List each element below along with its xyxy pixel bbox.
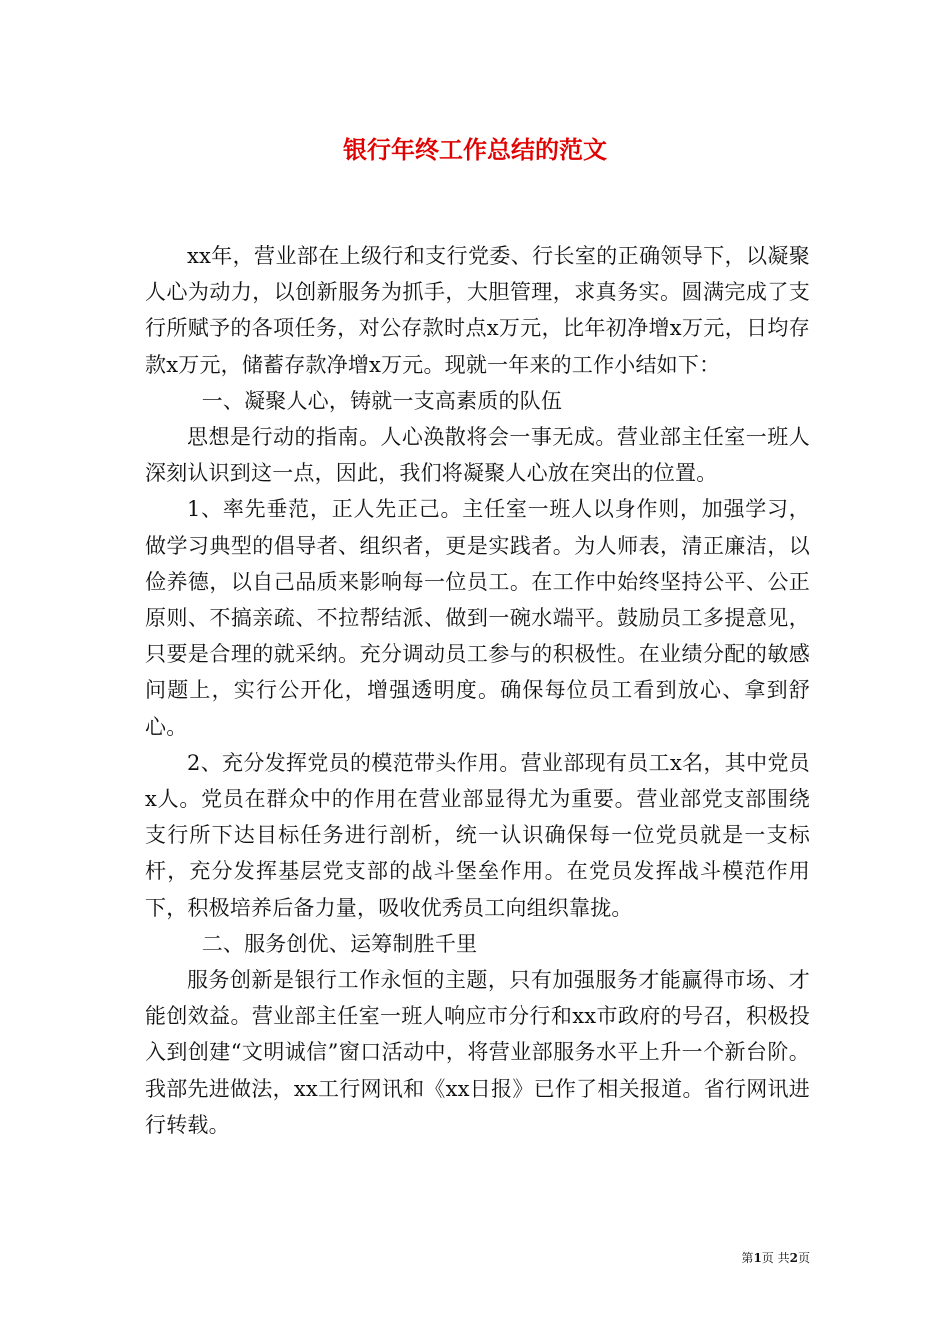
footer-current-page: 1 (753, 1251, 762, 1265)
paragraph-item-1: 1、率先垂范，正人先正己。主任室一班人以身作则，加强学习，做学习典型的倡导者、组织者，更是实践者。为人师表，清正廉洁，以俭养德，以自己品质来影响每一位员工。在工作中始终坚持公平、公正原则、不搞亲疏、不拉帮结派、做到一碗水端平。鼓励员工多提意见，只要是合理的就采纳。充分调动员工参与的积极性。在业绩分配的敏感问题上，实行公开化，增强透明度。确保每位员工看到放心、拿到舒心。 (145, 497, 810, 739)
footer-prefix: 第 (741, 1251, 754, 1265)
paragraph-item-2: 2、充分发挥党员的模范带头作用。营业部现有员工x名，其中党员x人。党员在群众中的作用在营业部显得尤为重要。营业部党支部围绕支行所下达目标任务进行剖析，统一认识确保每一位党员就是一支标杆，充分发挥基层党支部的战斗堡垒作用。在党员发挥战斗模范作用下，积极培养后备力量，吸收优秀员工向组织靠拢。 (145, 750, 810, 920)
page-footer (741, 1250, 810, 1266)
paragraph-section1-intro: 思想是行动的指南。人心涣散将会一事无成。营业部主任室一班人深刻认识到这一点，因此，我们将凝聚人心放在突出的位置。 (145, 425, 810, 486)
document-body (145, 238, 810, 1143)
paragraph-section2-intro: 服务创新是银行工作永恒的主题，只有加强服务才能赢得市场、才能创效益。营业部主任室一班人响应市分行和xx市政府的号召，积极投入到创建“文明诚信”窗口活动中，将营业部服务水平上升一个新台阶。我部先进做法，xx工行网讯和《xx日报》已作了相关报道。省行网讯进行转载。 (145, 968, 810, 1137)
footer-total-pages: 2 (789, 1251, 798, 1265)
document-title: 银行年终工作总结的范文 (343, 136, 607, 164)
footer-suffix: 页 (797, 1251, 810, 1265)
paragraph-intro: xx年，营业部在上级行和支行党委、行长室的正确领导下，以凝聚人心为动力，以创新服务为抓手，大胆管理，求真务实。圆满完成了支行所赋予的各项任务，对公存款时点x万元，比年初净增x万元，日均存款x万元，储蓄存款净增x万元。现就一年来的工作小结如下： (145, 244, 810, 377)
section-heading-2: 二、服务创优、运筹制胜千里 (201, 931, 478, 956)
footer-middle: 页 共 (761, 1251, 790, 1265)
section-heading-1: 一、凝聚人心，铸就一支高素质的队伍 (201, 388, 563, 413)
